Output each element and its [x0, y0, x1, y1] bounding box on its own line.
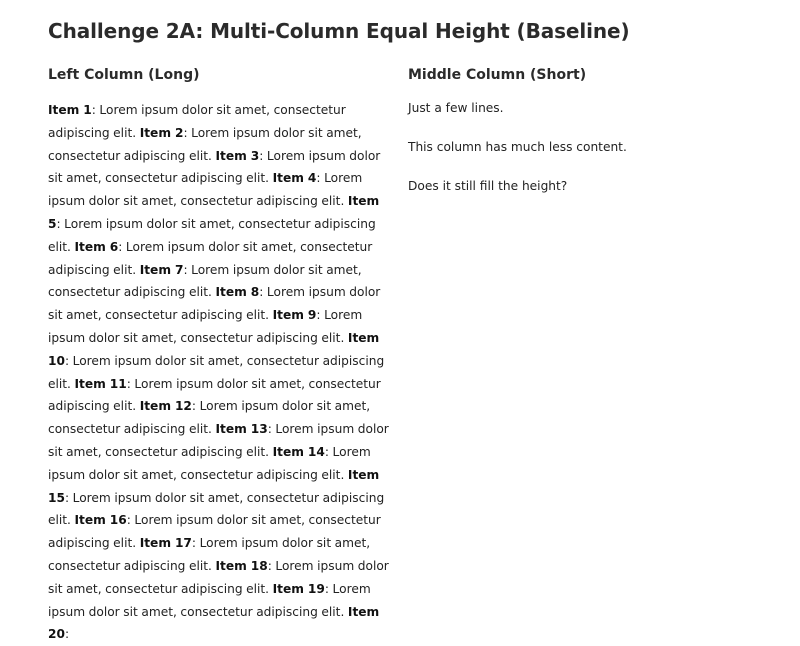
item-label: Item 20 [48, 604, 380, 642]
middle-paragraph-3: Does it still fill the height? [408, 179, 568, 193]
item-label: Item 4 [272, 171, 317, 186]
item-text: : Lorem ipsum dolor sit amet, consectetur adipiscing elit. [48, 148, 381, 186]
item-text: : Lorem ipsum dolor sit amet, consectetur adipiscing elit. [48, 125, 362, 163]
item-label: Item 13 [215, 422, 268, 437]
middle-paragraph-1: Just a few lines. [408, 101, 504, 115]
item-label: Item 10 [48, 330, 380, 368]
item-label: Item 3 [215, 148, 260, 163]
left-column [48, 64, 393, 642]
item-label: Item 2 [139, 125, 184, 140]
item-text: : Lorem ipsum dolor sit amet, consectetur adipiscing elit. [48, 581, 371, 619]
item-text: : Lorem ipsum dolor sit amet, consectetur adipiscing elit. [48, 558, 389, 596]
item-label: Item 7 [139, 262, 184, 277]
middle-column [408, 64, 708, 624]
item-text: : Lorem ipsum dolor sit amet, consectetur adipiscing elit. [48, 103, 346, 140]
item-text: : Lorem ipsum dolor sit amet, consectetur adipiscing elit. [48, 285, 381, 323]
item-label: Item 15 [48, 467, 380, 505]
item-text: : Lorem ipsum dolor sit amet, consectetur adipiscing elit. [48, 262, 362, 300]
item-text: : Lorem ipsum dolor sit amet, consectetur adipiscing elit. [48, 376, 381, 414]
item-text: : Lorem ipsum dolor sit amet, consectetur adipiscing elit. [48, 490, 385, 528]
item-label: Item 1 [48, 103, 92, 117]
middle-paragraph-2: This column has much less content. [408, 140, 627, 154]
item-label: Item 14 [272, 444, 325, 459]
left-column-heading: Left Column (Long) [48, 67, 200, 83]
item-text: : Lorem ipsum dolor sit amet, consectetur adipiscing elit. [48, 536, 371, 573]
page-title: Challenge 2A: Multi-Column Equal Height (Baseline) [48, 19, 630, 43]
item-label: Item 8 [215, 285, 260, 300]
item-text: : Lorem ipsum dolor sit amet, consectetur adipiscing elit. [48, 171, 363, 209]
item-text: : Lorem ipsum dolor sit amet, consectetur adipiscing elit. [48, 513, 381, 551]
item-label: Item 17 [139, 536, 192, 551]
item-label: Item 9 [272, 308, 317, 323]
item-text: : Lorem ipsum dolor sit amet, consectetur adipiscing elit. [48, 216, 376, 254]
item-label: Item 5 [48, 194, 380, 231]
item-label: Item 6 [74, 239, 119, 254]
item-label: Item 19 [272, 581, 325, 596]
item-text: : Lorem ipsum dolor sit amet, consectetur adipiscing elit. [48, 422, 389, 459]
item-text: : [64, 627, 70, 642]
item-label: Item 16 [74, 513, 127, 528]
item-label: Item 12 [139, 399, 192, 414]
left-column-text [48, 99, 393, 646]
middle-column-heading: Middle Column (Short) [408, 67, 587, 83]
item-label: Item 11 [74, 376, 127, 391]
item-text: : Lorem ipsum dolor sit amet, consectetur adipiscing elit. [48, 353, 385, 391]
item-text: : Lorem ipsum dolor sit amet, consectetur adipiscing elit. [48, 444, 371, 482]
item-text: : Lorem ipsum dolor sit amet, consectetur adipiscing elit. [48, 399, 371, 437]
item-text: : Lorem ipsum dolor sit amet, consectetur adipiscing elit. [48, 239, 373, 277]
item-text: : Lorem ipsum dolor sit amet, consectetur adipiscing elit. [48, 308, 363, 345]
item-label: Item 18 [215, 558, 268, 573]
columns-container [48, 64, 800, 642]
